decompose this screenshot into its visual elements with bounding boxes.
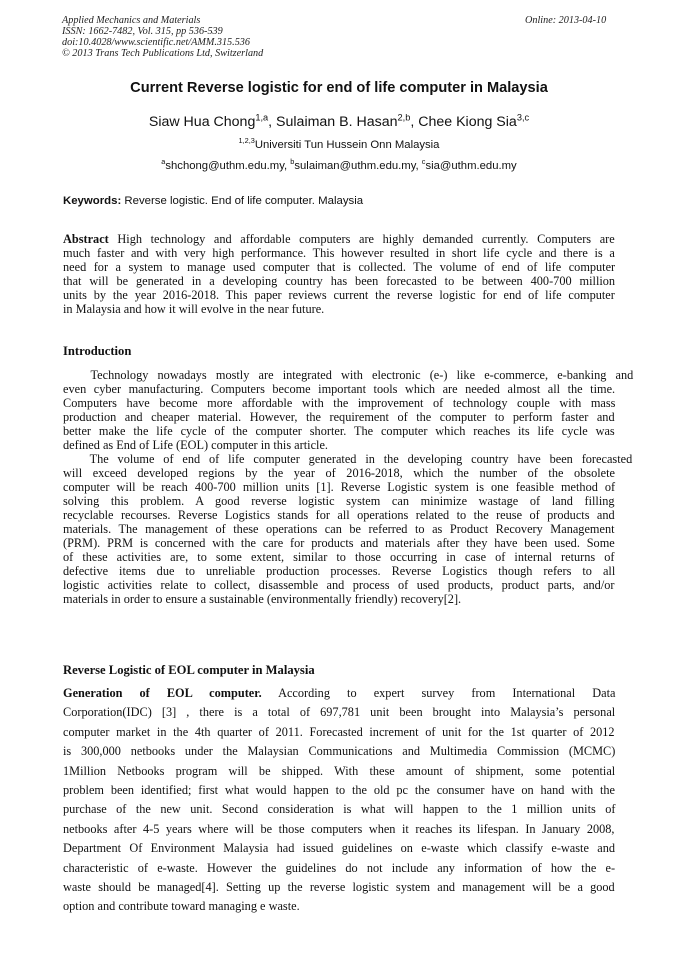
generation-line: is 300,000 netbooks under the Malaysian Communications and Multimedia Commission (MCMC) [63, 744, 616, 759]
generation-paragraph [63, 684, 615, 917]
intro-line: Technology nowadays mostly are integrated with electronic (e-) like e-commerce, e-banking and [63, 368, 634, 382]
section-heading-reverse-logistic: Reverse Logistic of EOL computer in Malaysia [63, 663, 315, 677]
email-link[interactable]: shchong@uthm.edu.my [165, 160, 285, 172]
affiliation [0, 136, 678, 151]
generation-line: purchase of the new unit. Second consideration is what will happen to the 1 million units of [63, 802, 616, 817]
intro-line: of these activities are, to some extent, similar to those occurring in case of internal returns of [63, 550, 615, 564]
generation-line: 1Million Netbooks program will be shipped. With these amount of shipment, some potential [63, 763, 616, 778]
abstract-line: much faster and with very high performance. This however resulted in short life cycle and there is a [63, 246, 615, 260]
intro-line: logistic activities relate to collect, disassemble and process of used products, product parts, and/or [63, 578, 615, 592]
text-span: High technology and affordable computers are highly demanded currently. Computers are [117, 232, 615, 246]
email-sup: a [161, 157, 166, 167]
intro-line: even cyber manufacturing. Computers become important tools which are needed almost all the time. [63, 382, 616, 396]
author-sup: 3,c [516, 112, 530, 123]
intro-line: defective items due to unreliable production processes. Reverse Logistics though refers to all [63, 564, 616, 578]
intro-line: production and cheaper material. However, the requirement of the computer to perform faster and [63, 410, 615, 424]
separator: , [268, 114, 277, 130]
intro-line: (PRM). PRM is concerned with the care for products and materials after they have been used. Some [63, 536, 615, 550]
paper-title: Current Reverse logistic for end of life computer in Malaysia [130, 80, 548, 96]
journal-name: Applied Mechanics and Materials [62, 15, 201, 26]
journal-doi[interactable]: doi:10.4028/www.scientific.net/AMM.315.536 [62, 37, 250, 48]
intro-paragraph-1 [63, 368, 634, 452]
separator: , [410, 114, 419, 130]
intro-line: solving this problem. A good reverse logistic system can minimize wastage of land filling [63, 494, 615, 508]
affiliation-text: Universiti Tun Hussein Onn Malaysia [254, 139, 440, 151]
abstract-line: that will be generated in a developing country has been forecasted to be between 400-700 million [63, 274, 616, 288]
generation-line: Department Of Environment Malaysia had issued guidelines on e-waste which classify e-waste and [63, 841, 615, 856]
intro-line: defined as End of Life (EOL) computer in this article. [63, 438, 328, 452]
abstract-line: need for a system to manage used computer that is collected. The volume of end of life computer [63, 260, 616, 274]
author-name: Chee Kiong Sia [418, 114, 517, 130]
email-sup: c [421, 157, 426, 167]
intro-line: will exceed developed regions by the year of 2016-2018, which the number of the obsolete [63, 466, 615, 480]
author-name: Siaw Hua Chong [148, 114, 256, 130]
online-date: Online: 2013-04-10 [525, 15, 607, 26]
author-sup: 1,a [255, 112, 269, 123]
journal-header [62, 15, 263, 59]
intro-line: The volume of end of life computer generated in the developing country have been forecasted [63, 452, 633, 466]
generation-line: netbooks after 4-5 years where will be those computers when it reaches its lifespan. In January 2008, [63, 821, 615, 836]
generation-line: Corporation(IDC) [3] , there is a total of 697,781 unit been brought into Malaysia’s personal [63, 705, 616, 720]
author-list [0, 114, 678, 130]
generation-line: problem been identified; first what would happen to the old pc the consumer have on hand with the [63, 782, 615, 797]
generation-line: waste should be managed[4]. Setting up the reverse logistic system and management will be a good [63, 879, 615, 894]
generation-line: characteristic of e-waste. However the guidelines do not include any information of how the e- [63, 860, 616, 875]
author-name: Sulaiman B. Hasan [276, 114, 398, 130]
abstract-label: Abstract [63, 232, 109, 246]
keywords [63, 195, 363, 207]
generation-line [63, 684, 615, 703]
journal-issn: ISSN: 1662-7482, Vol. 315, pp 536-539 [62, 26, 223, 37]
intro-line: Computers have become more affordable with the improvement of technology couple with mass [63, 396, 616, 410]
separator: , [415, 160, 422, 172]
email-link[interactable]: sulaiman@uthm.edu.my [294, 160, 416, 172]
intro-line: materials. The management of these operations can be referred to as Product Recovery Management [63, 522, 615, 536]
abstract-line [63, 232, 615, 246]
affiliation-sup: 1,2,3 [238, 136, 255, 146]
keywords-label: Keywords: [63, 195, 122, 207]
separator: , [284, 160, 291, 172]
intro-line: recyclable recourses. Reverse Logistics stands for all operations related to the reuse of products and [63, 508, 615, 522]
intro-line: computer will be reach 400-700 million units [1]. Reverse Logistic system is one feasible method of [63, 480, 616, 494]
generation-line: option and contribute toward managing e waste. [63, 899, 300, 914]
intro-line: better make the life cycle of the computer shorter. The computer which reaches its life cycle was [63, 424, 615, 438]
intro-paragraph-2 [63, 452, 633, 606]
intro-line: materials in order to ensure a sustainable (environmentally friendly) recovery[2]. [63, 592, 462, 606]
author-sup: 2,b [397, 112, 411, 123]
abstract-line: units by the year 2016-2018. This paper reviews current the reverse logistic for end of life computer [63, 288, 615, 302]
journal-copyright: © 2013 Trans Tech Publications Ltd, Switzerland [62, 48, 264, 59]
text-span: According to expert survey from International Data [278, 686, 616, 700]
keywords-text: Reverse logistic. End of life computer. Malaysia [124, 195, 364, 207]
generation-line: computer market in the 4th quarter of 2011. Forecasted increment of unit for the 1st quarter of 2012 [63, 724, 615, 739]
abstract [63, 232, 615, 316]
author-emails [0, 157, 678, 172]
abstract-line: in Malaysia and how it will evolve in the near future. [63, 302, 325, 316]
email-sup: b [290, 157, 295, 167]
subheading-generation: Generation of EOL computer. [63, 686, 262, 700]
section-heading-introduction: Introduction [63, 344, 132, 358]
email-link[interactable]: sia@uthm.edu.my [425, 160, 517, 172]
